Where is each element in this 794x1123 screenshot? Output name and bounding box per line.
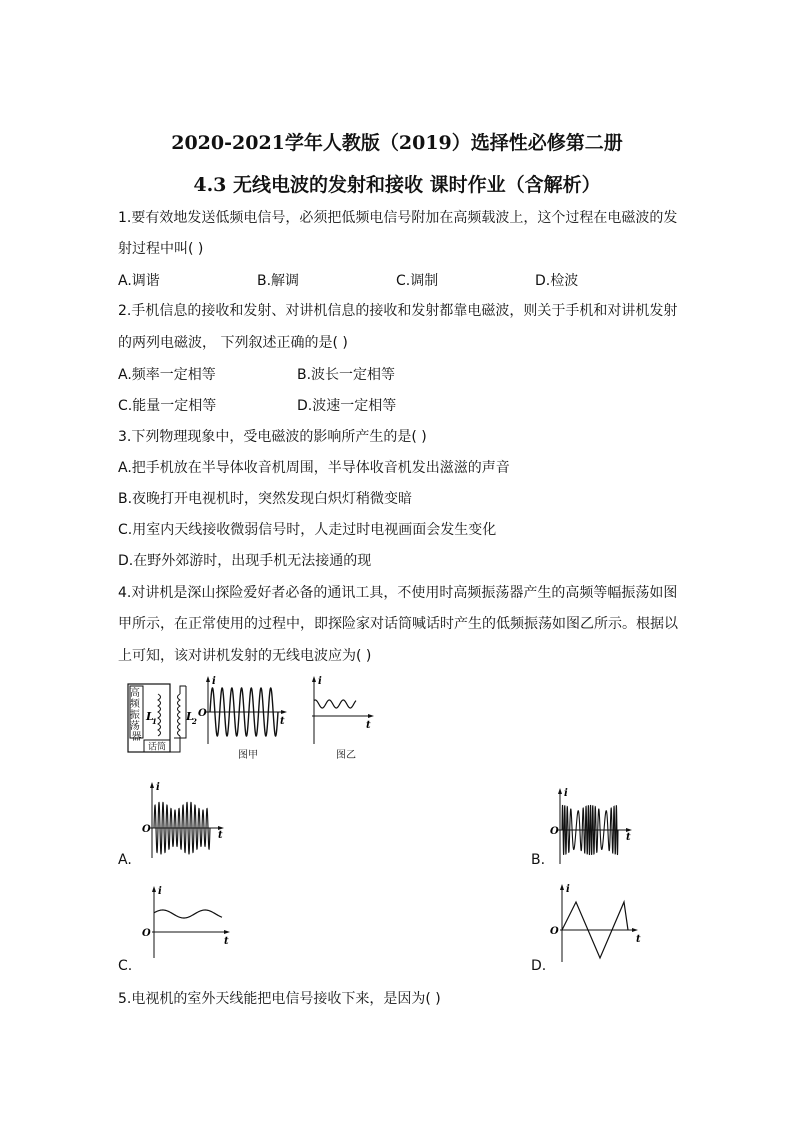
c-origin: O xyxy=(142,928,151,939)
b-origin: O xyxy=(550,826,559,837)
q4-figure-circuit-and-waves xyxy=(118,672,388,772)
caption-yi: 图乙 xyxy=(336,750,356,761)
oscillator-label-c5: 器 xyxy=(131,732,142,743)
c-axis-i: i xyxy=(158,886,162,897)
q2-text-line1: 2.手机信息的接收和发射、对讲机信息的接收和发射都靠电磁波，则关于手机和对讲机发射 xyxy=(118,303,678,319)
q4-option-c-label: C. xyxy=(118,958,133,974)
d-origin: O xyxy=(550,926,559,937)
q4-option-d-graph xyxy=(548,880,648,964)
label-l1: L xyxy=(146,710,154,723)
q2-option-b: B.波长一定相等 xyxy=(297,367,396,383)
yi-axis-t: t xyxy=(366,720,371,731)
oscillator-label-c1: 高 xyxy=(129,688,140,699)
coil-l2 xyxy=(178,694,181,736)
microphone-label: 话筒 xyxy=(147,742,167,753)
q2-text-line2: 的两列电磁波， 下列叙述正确的是( ) xyxy=(118,335,348,351)
a-axis-i: i xyxy=(156,782,160,793)
q2-option-a: A.频率一定相等 xyxy=(118,367,216,383)
q2-option-c: C.能量一定相等 xyxy=(118,398,217,414)
q1-option-c: C.调制 xyxy=(396,273,439,289)
document-title-line2: 4.3 无线电波的发射和接收 课时作业（含解析） xyxy=(193,174,601,196)
q4-option-b-label: B. xyxy=(531,852,546,868)
jia-axis-i: i xyxy=(212,676,216,687)
q1-option-a: A.调谐 xyxy=(118,273,160,289)
yi-low-frequency-wave xyxy=(314,700,356,708)
q1-text-line2: 射过程中叫( ) xyxy=(118,241,204,257)
q3-option-d: D.在野外郊游时，出现手机无法接通的现 xyxy=(118,553,372,569)
label-l1-sub: 1 xyxy=(152,717,157,726)
q4-option-a-label: A. xyxy=(118,852,132,868)
q4-option-c-graph xyxy=(140,882,236,962)
oscillator-label-c3: 振 xyxy=(129,710,140,721)
jia-high-frequency-wave xyxy=(210,688,278,736)
q5-text-line1: 5.电视机的室外天线能把电信号接收下来，是因为( ) xyxy=(118,991,441,1007)
d-axis-i: i xyxy=(566,884,570,895)
c-axis-t: t xyxy=(224,936,229,947)
q2-option-d: D.波速一定相等 xyxy=(297,398,397,414)
d-axis-t: t xyxy=(636,934,641,945)
q4-text-line1: 4.对讲机是深山探险爱好者必备的通讯工具，不使用时高频振荡器产生的高频等幅振荡如图 xyxy=(118,585,678,601)
b-axis-t: t xyxy=(626,832,631,843)
q3-option-c: C.用室内天线接收微弱信号时，人走过时电视画面会发生变化 xyxy=(118,522,497,538)
q4-text-line2: 甲所示，在正常使用的过程中，即探险家对话筒喊话时产生的低频振荡如图乙所示。根据以 xyxy=(118,616,678,632)
oscillator-label xyxy=(130,686,143,743)
b-axis-i: i xyxy=(564,788,568,799)
document-title-line1: 2020-2021学年人教版（2019）选择性必修第二册 xyxy=(171,132,623,154)
q3-option-b: B.夜晚打开电视机时，突然发现白炽灯稍微变暗 xyxy=(118,491,413,507)
q4-option-b-graph xyxy=(548,786,638,866)
coil-l1 xyxy=(158,694,161,736)
a-am-wave xyxy=(154,802,210,854)
yi-axis-i: i xyxy=(318,676,322,687)
oscillator-label-c2: 频 xyxy=(129,699,140,710)
jia-origin: O xyxy=(198,708,207,719)
label-l2-sub: 2 xyxy=(192,717,197,726)
q4-option-d-label: D. xyxy=(531,958,547,974)
q3-option-a: A.把手机放在半导体收音机周围，半导体收音机发出滋滋的声音 xyxy=(118,460,510,476)
q4-text-line3: 上可知，该对讲机发射的无线电波应为( ) xyxy=(118,648,372,664)
a-origin: O xyxy=(142,824,151,835)
q1-option-d: D.检波 xyxy=(535,273,579,289)
jia-axis-t: t xyxy=(280,716,285,727)
label-l2: L xyxy=(186,710,194,723)
a-axis-t: t xyxy=(218,830,223,841)
q1-text-line1: 1.要有效地发送低频电信号，必须把低频电信号附加在高频载波上，这个过程在电磁波的发 xyxy=(118,210,678,226)
oscillator-label-c4: 荡 xyxy=(129,721,140,732)
c-low-frequency-wave xyxy=(154,910,222,918)
q3-text-line1: 3.下列物理现象中，受电磁波的影响所产生的是( ) xyxy=(118,429,427,445)
caption-jia: 图甲 xyxy=(238,750,258,761)
q4-option-a-graph xyxy=(140,780,230,860)
q1-option-b: B.解调 xyxy=(257,273,300,289)
